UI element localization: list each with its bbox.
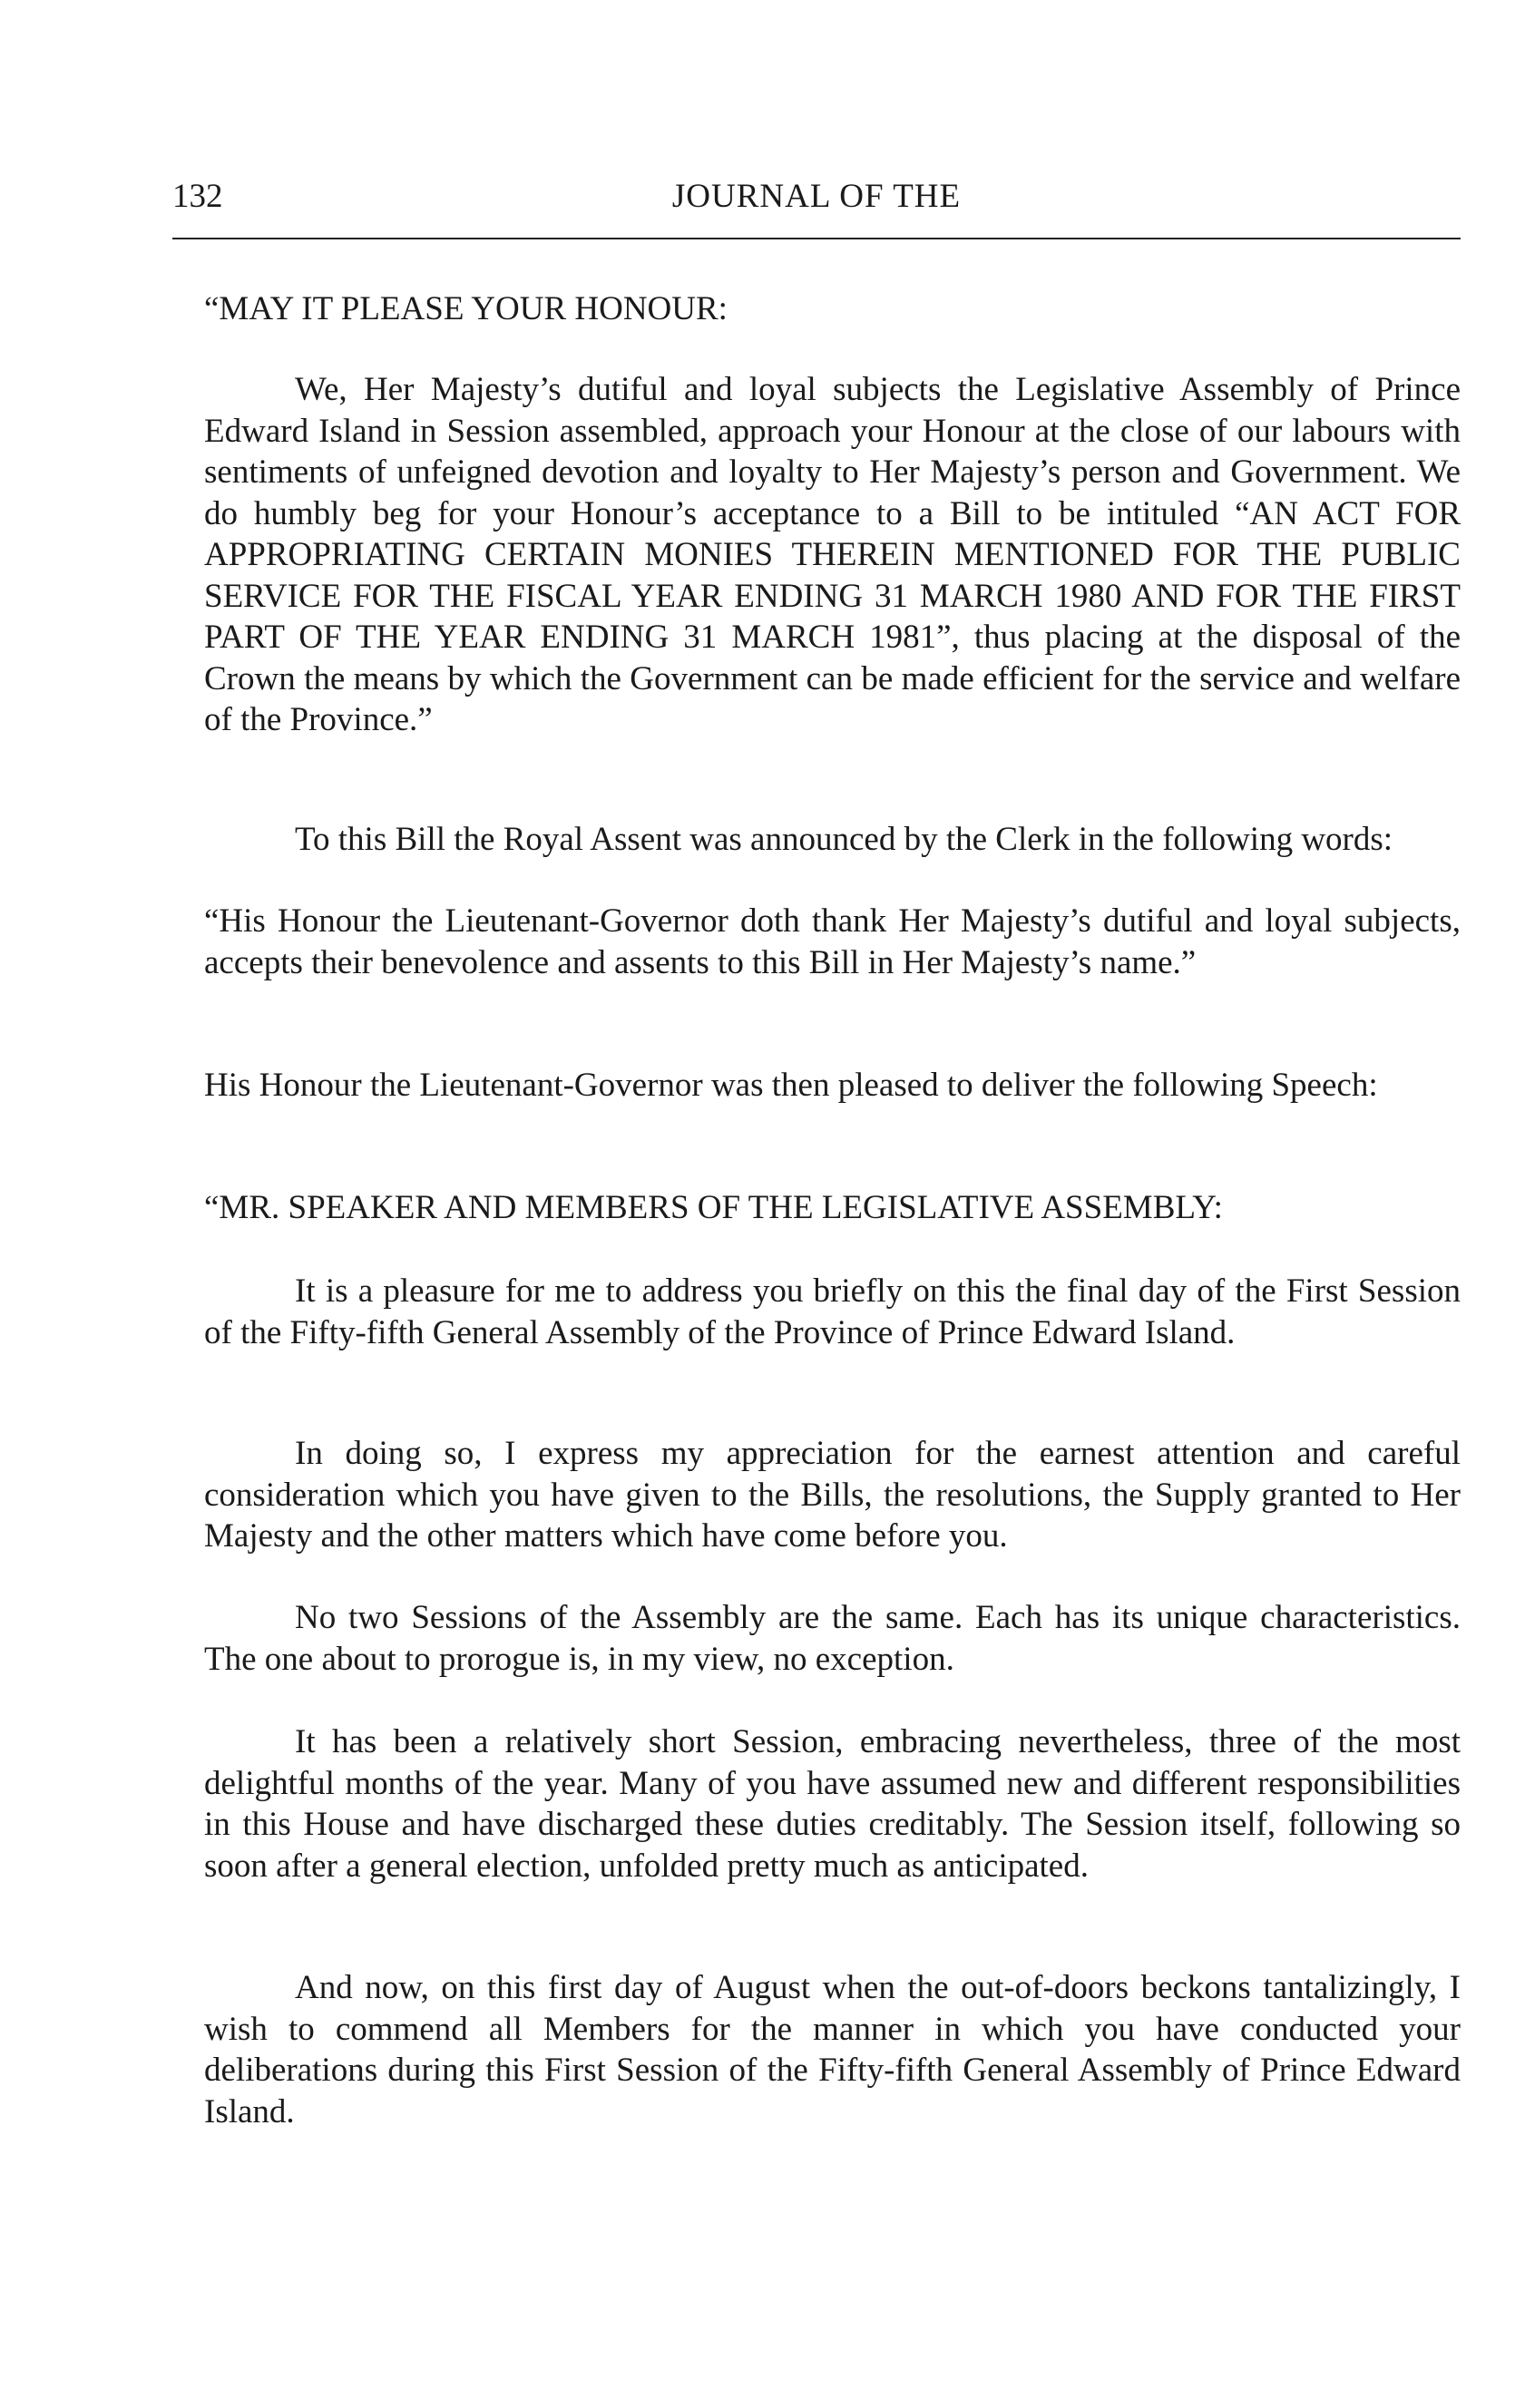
page-header <box>172 177 1461 222</box>
speech-introduction <box>113 1065 1461 1107</box>
speech-paragraph-5 <box>204 1967 1461 2132</box>
speech-text-5: And now, on this first day of August when the out-of-doors beckons tantalizingly, I wish to commend all Members for the manner in which you have conducted your deliberations during this First Session of the Fifty-fifth General Assembly of Prince Edward Island. <box>204 1969 1461 2130</box>
speech-paragraph-4 <box>204 1721 1461 1886</box>
speech-text-4: It has been a relatively short Session, embracing nevertheless, three of the most delightful months of the year. Many of you have assumed new and different responsibilities in this House and have discharged these duties creditably. The Session itself, following so soon after a general election, unfolded pretty much as anticipated. <box>204 1723 1461 1885</box>
speech-text-1: It is a pleasure for me to address you briefly on this the final day of the First Session of the Fifty-fifth General Assembly of the Province of Prince Edward Island. <box>204 1272 1461 1351</box>
speech-paragraph-1 <box>204 1271 1461 1353</box>
header-rule <box>172 238 1461 239</box>
running-head: JOURNAL OF THE <box>671 178 962 215</box>
speech-salutation-text: “MR. SPEAKER AND MEMBERS OF THE LEGISLATIVE ASSEMBLY: <box>204 1189 1223 1226</box>
address-text: We, Her Majesty’s dutiful and loyal subjects the Legislative Assembly of Prince Edward Island in Session assembled, approach your Honour at the close of our labours with sentiments of unfeigned devotion and loyalty to Her Majesty’s person and Government. We do humbly beg for your Honour’s acceptance to a Bill to be intituled “AN ACT FOR APPROPRIATING CERTAIN MONIES THEREIN MENTIONED FOR THE PUBLIC SERVICE FOR THE FISCAL YEAR ENDING 31 MARCH 1980 AND FOR THE FIRST PART OF THE YEAR ENDING 31 MARCH 1981”, thus placing at the disposal of the Crown the means by which the Government can be made efficient for the service and welfare of the Province.” <box>204 371 1461 738</box>
speech-paragraph-3 <box>204 1597 1461 1680</box>
assent-words-text: “His Honour the Lieutenant-Governor doth thank Her Majesty’s dutiful and loyal subjects, accepts their benevolence and assents to this Bill in Her Majesty’s name.” <box>204 902 1461 981</box>
address-paragraph <box>204 369 1461 741</box>
royal-assent-announcement <box>204 819 1461 861</box>
speech-text-3: No two Sessions of the Assembly are the same. Each has its unique characteristics. The one about to prorogue is, in my view, no exception. <box>204 1599 1461 1678</box>
address-salutation <box>204 288 1461 330</box>
royal-assent-text: To this Bill the Royal Assent was announced by the Clerk in the following words: <box>295 821 1393 858</box>
speech-intro-text: His Honour the Lieutenant-Governor was then pleased to deliver the following Speech: <box>204 1067 1378 1104</box>
assent-words <box>204 901 1461 983</box>
speech-salutation <box>204 1187 1461 1229</box>
page-number: 132 <box>172 178 223 215</box>
speech-text-2: In doing so, I express my appreciation for the earnest attention and careful consideration which you have given to the Bills, the resolutions, the Supply granted to Her Majesty and the other matters which have come before you. <box>204 1435 1461 1555</box>
speech-paragraph-2 <box>204 1433 1461 1557</box>
salutation-text: “MAY IT PLEASE YOUR HONOUR: <box>204 290 728 327</box>
